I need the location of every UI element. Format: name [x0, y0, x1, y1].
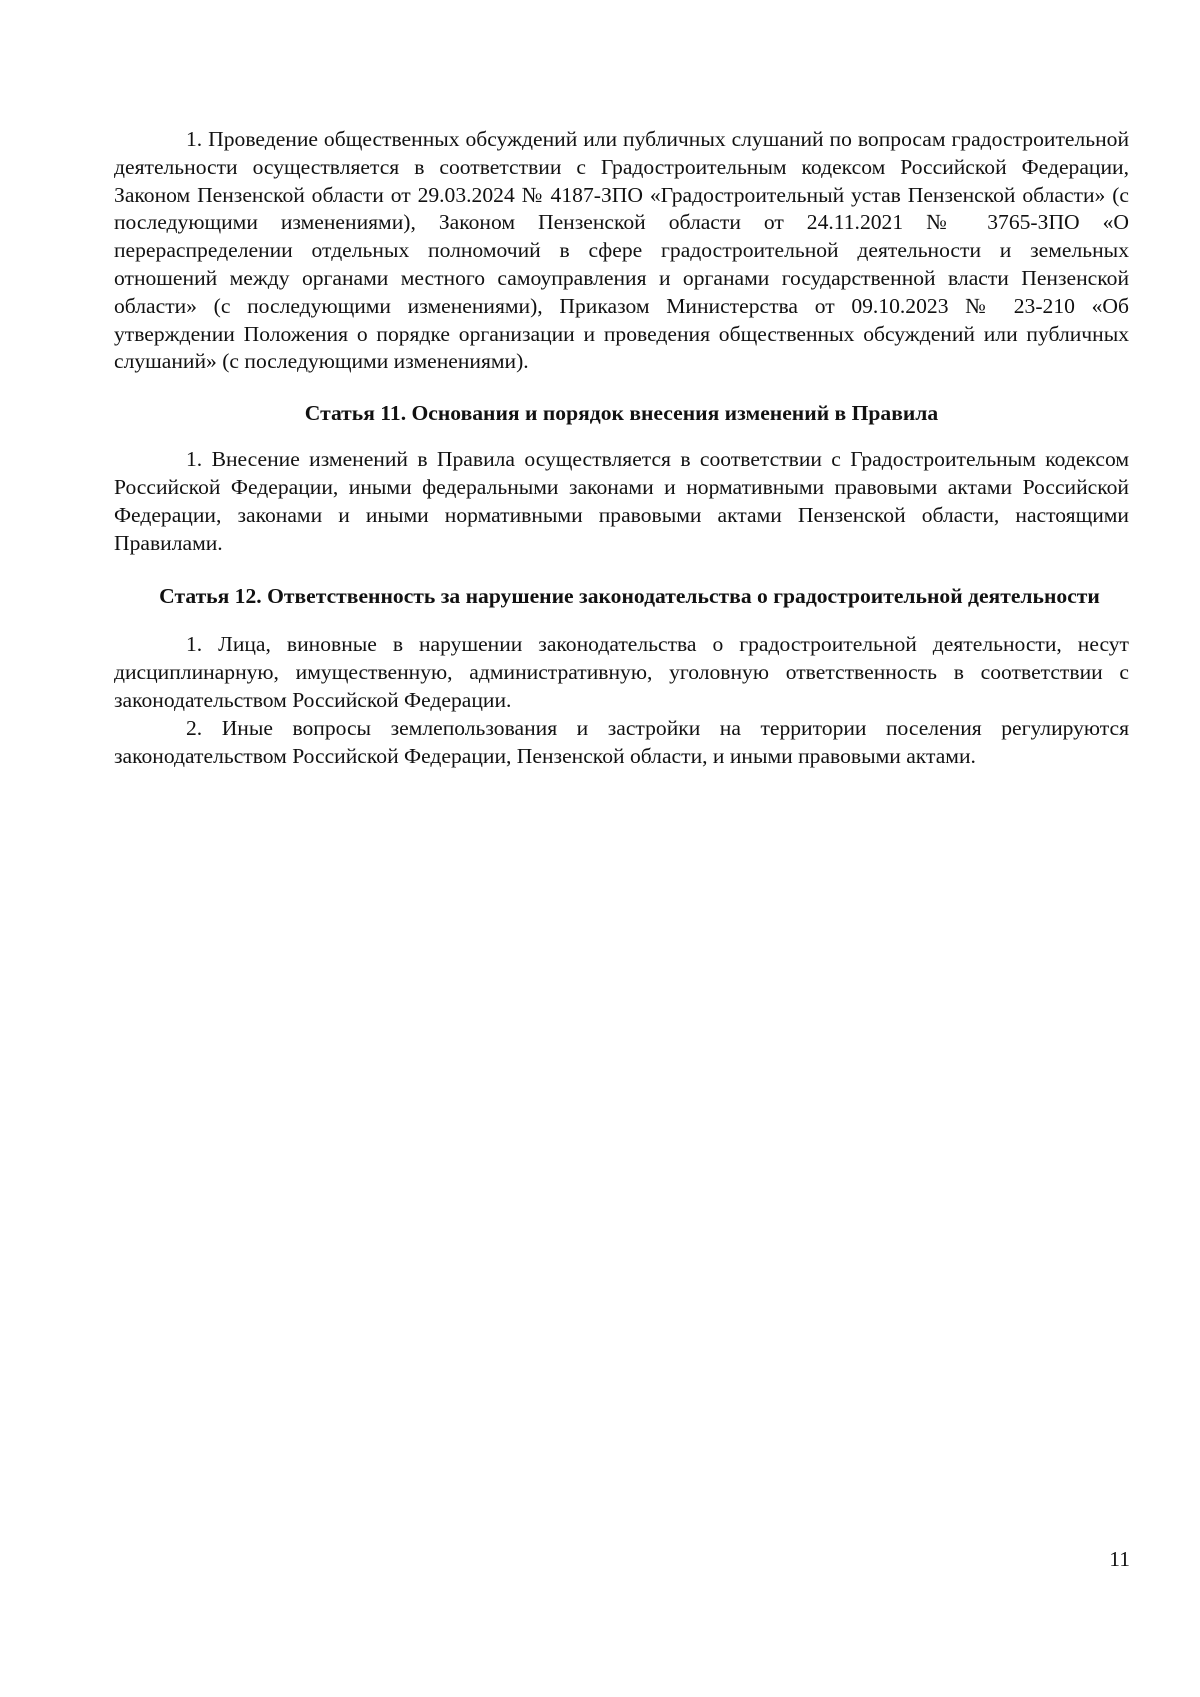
article-12-paragraph-2: 2. Иные вопросы землепользования и застройки на территории поселения регулируются законодательством Российской Федерации, Пензенской области, и иными правовыми актами.	[114, 715, 1129, 768]
article-11-paragraph-1: 1. Внесение изменений в Правила осуществляется в соответствии с Градостроительным кодексом Российской Федерации, иными федеральными законами и нормативными правовыми актами Российской Федерации, законами и иными нормативными правовыми актами Пензенской области, настоящими Правилами.	[114, 447, 1129, 555]
article-12-heading: Статья 12. Ответственность за нарушение законодательства о градостроительной деятельности	[159, 584, 1100, 609]
page-number: 11	[1109, 1547, 1130, 1571]
article-11-heading: Статья 11. Основания и порядок внесения изменений в Правила	[304, 401, 939, 426]
article-12-paragraph-1: 1. Лица, виновные в нарушении законодательства о градостроительной деятельности, несут дисциплинарную, имущественную, административную, уголовную ответственность в соответствии с законодательством Российской Федерации.	[114, 632, 1129, 712]
page-body	[114, 126, 1129, 770]
article-10-paragraph-1: 1. Проведение общественных обсуждений или публичных слушаний по вопросам градостроительной деятельности осуществляется в соответствии с Градостроительным кодексом Российской Федерации, Законом Пензенской области от 29.03.2024 № 4187-ЗПО «Градостроительный устав Пензенской области» (с последующими изменениями), Законом Пензенской области от 24.11.2021 № 3765-ЗПО «О перераспределении отдельных полномочий в сфере градостроительной деятельности и земельных отношений между органами местного самоуправления и органами государственной власти Пензенской области» (с последующими изменениями), Приказом Министерства от 09.10.2023 № 23-210 «Об утверждении Положения о порядке организации и проведения общественных обсуждений или публичных слушаний» (с последующими изменениями).	[114, 127, 1129, 374]
